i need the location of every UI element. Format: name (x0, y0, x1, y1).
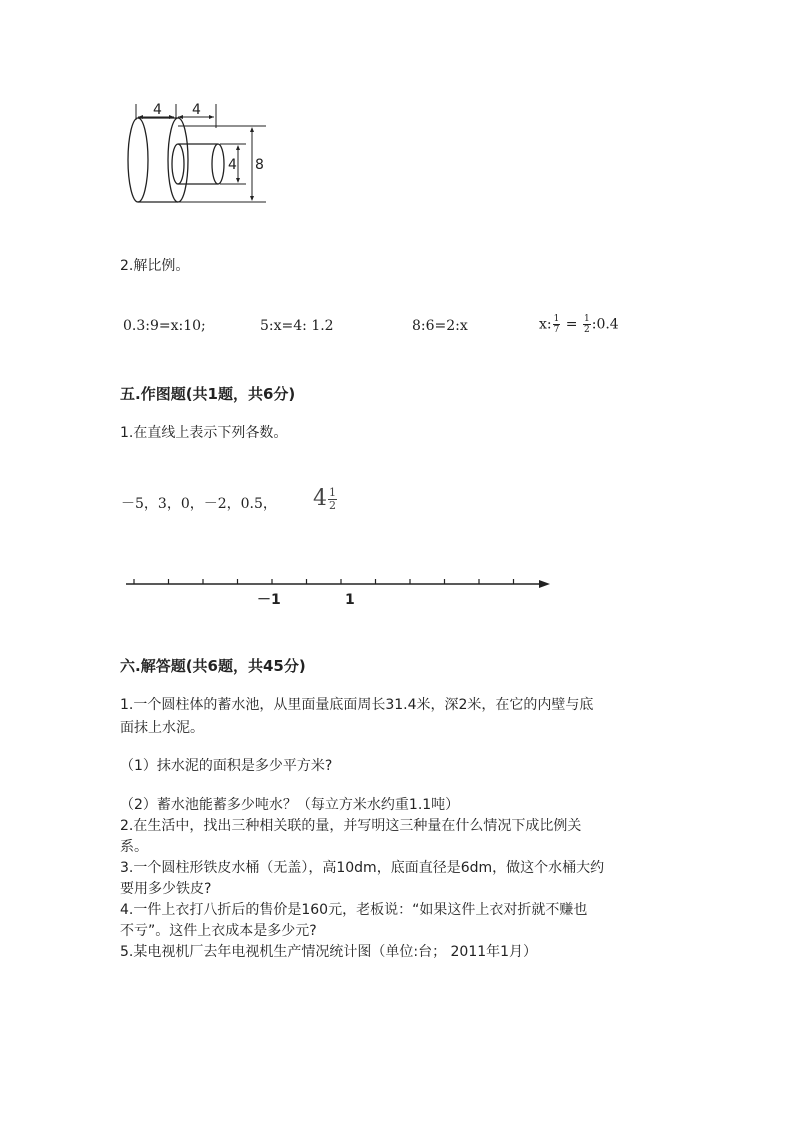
proportion-1: 0.3:9=x:10; (123, 318, 206, 334)
proportion-3: 8:6=2:x (412, 318, 468, 334)
answer-q1-line2: 面抹上水泥。 (120, 720, 204, 736)
proportion-2: 5:x=4: 1.2 (260, 318, 334, 334)
answer-q4-line1: 4.一件上衣打八折后的售价是160元，老板说：“如果这件上衣对折就不赚也 (120, 902, 588, 918)
answer-q4-line2: 不亏”。这件上衣成本是多少元? (120, 923, 317, 939)
section-5-heading: 五.作图题(共1题，共6分) (120, 385, 296, 403)
dim-inner: 4 (228, 157, 237, 173)
axis-label-neg1: －1 (257, 592, 281, 608)
dim-top-right: 4 (192, 102, 201, 118)
answer-q2-line1: 2.在生活中，找出三种相关联的量，并写明这三种量在什么情况下成比例关 (120, 818, 582, 834)
answer-q1-part1: （1）抹水泥的面积是多少平方米? (120, 758, 333, 774)
question-2-title: 2.解比例。 (120, 258, 190, 274)
section-5-question-1: 1.在直线上表示下列各数。 (120, 425, 288, 441)
mixed-number: 4 $\frac{1}{2}$ (313, 485, 336, 512)
answer-q1-part2: （2）蓄水池能蓄多少吨水？（每立方米水约重1.1吨） (120, 797, 460, 813)
dim-outer: 8 (255, 157, 264, 173)
answer-q3-line2: 要用多少铁皮? (120, 881, 212, 897)
answer-q2-line2: 系。 (120, 839, 148, 855)
proportion-4: x: $\frac{1}{7}$ = $\frac{1}{2}$ :0.4 (539, 314, 619, 335)
answer-q5: 5.某电视机厂去年电视机生产情况统计图（单位:台； 2011年1月） (120, 944, 538, 960)
cylinder-diagram (118, 98, 268, 210)
axis-label-1: 1 (345, 592, 355, 608)
section-6-heading: 六.解答题(共6题，共45分) (120, 657, 306, 675)
number-line (120, 572, 560, 612)
numbers-list: －5，3，0，－2，0.5， (121, 496, 277, 512)
answer-q1-line1: 1.一个圆柱体的蓄水池，从里面量底面周长31.4米，深2米，在它的内壁与底 (120, 697, 594, 713)
dim-top-left: 4 (153, 102, 162, 118)
answer-q3-line1: 3.一个圆柱形铁皮水桶（无盖），高10dm，底面直径是6dm，做这个水桶大约 (120, 860, 605, 876)
